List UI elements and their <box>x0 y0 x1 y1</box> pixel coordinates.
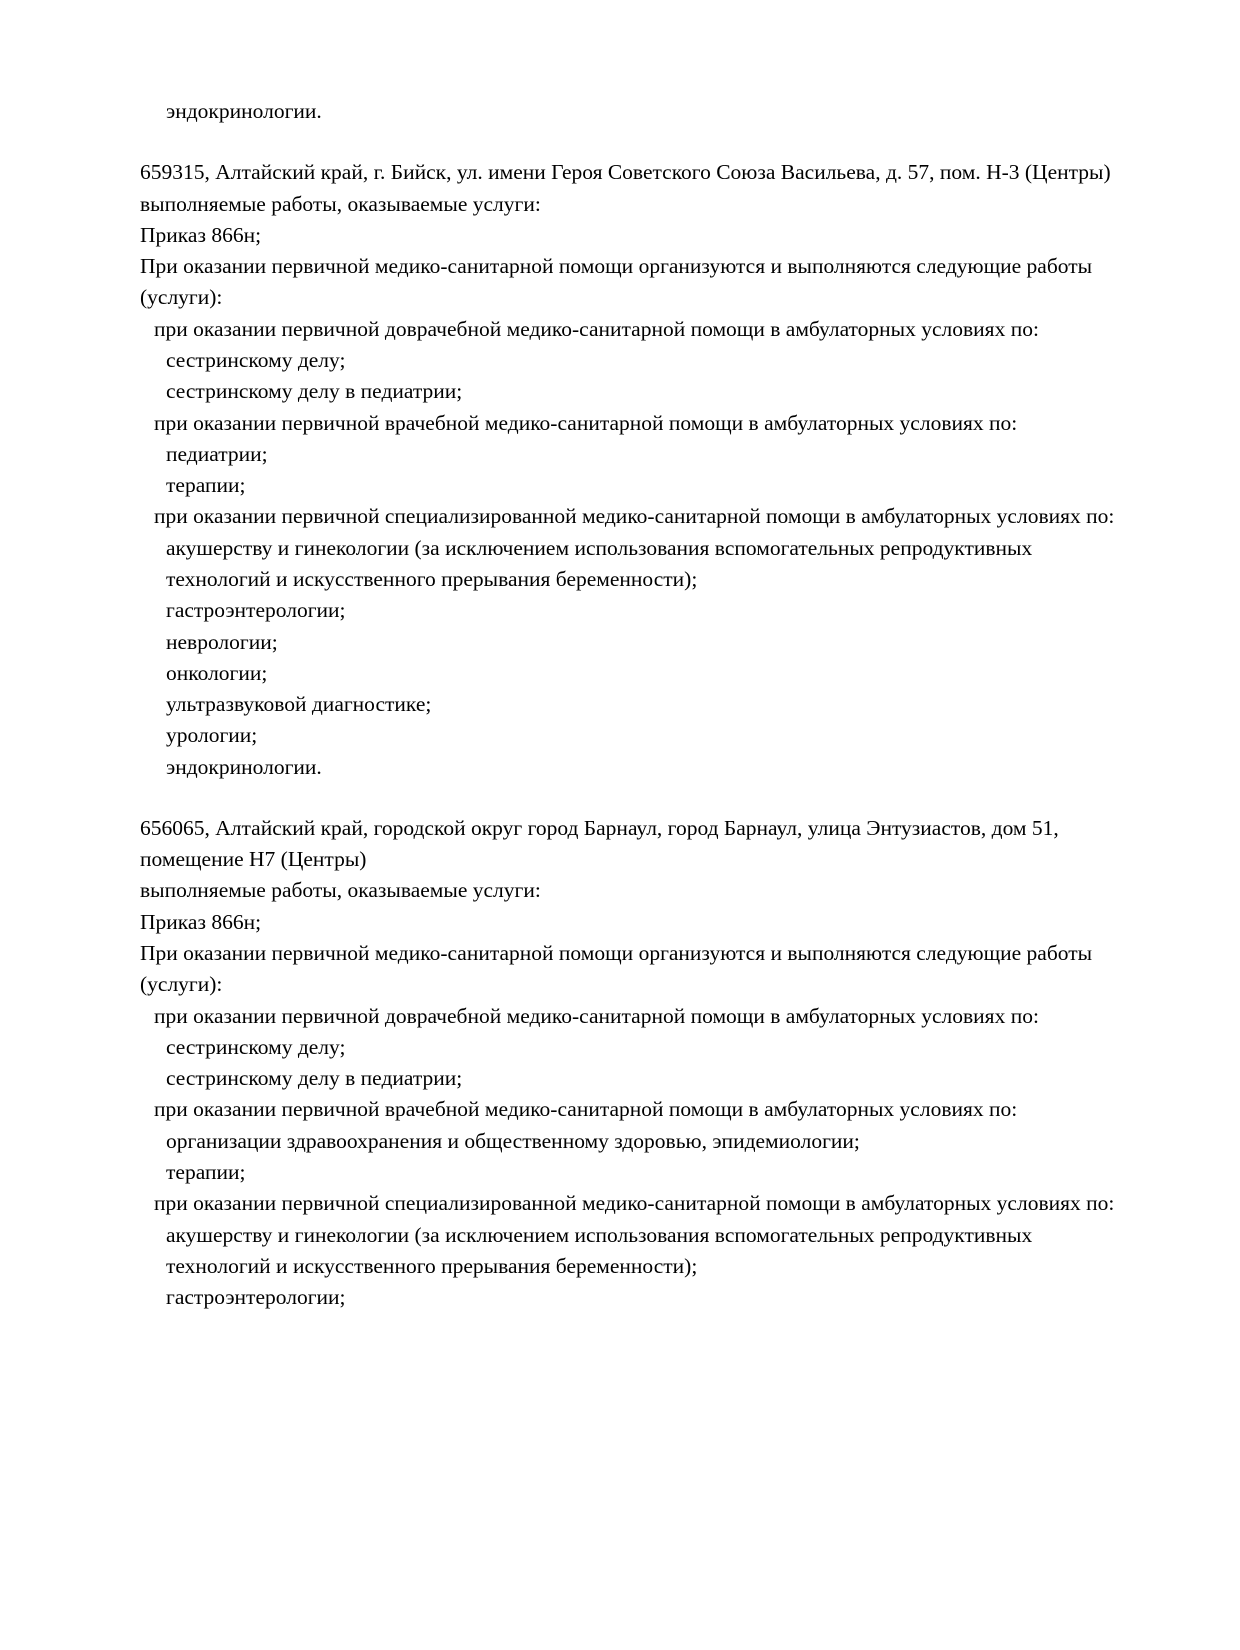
paragraph: при оказании первичной доврачебной медико-санитарной помощи в амбулаторных условиях по: <box>154 316 1039 341</box>
address-heading: 659315, Алтайский край, г. Бийск, ул. имени Героя Советского Союза Васильева, д. 57, пом. Н-3 (Центры) <box>140 160 1111 185</box>
block-spacer <box>140 783 1120 813</box>
list-item: терапии; <box>166 473 246 498</box>
text-block-address-biysk <box>140 157 1120 783</box>
paragraph: эндокринологии. <box>166 99 322 123</box>
list-item: ультразвуковой диагностике; <box>166 692 432 717</box>
paragraph: при оказании первичной врачебной медико-санитарной помощи в амбулаторных условиях по: <box>154 1097 1018 1122</box>
text-block-top-fragment <box>140 96 1120 127</box>
paragraph: Приказ 866н; <box>140 909 262 934</box>
block-spacer <box>140 127 1120 157</box>
list-item: сестринскому делу; <box>166 1034 346 1059</box>
paragraph: при оказании первичной доврачебной медико-санитарной помощи в амбулаторных условиях по: <box>154 1003 1039 1028</box>
text-block-address-barnaul <box>140 813 1120 1314</box>
paragraph: выполняемые работы, оказываемые услуги: <box>140 878 541 903</box>
list-item: сестринскому делу в педиатрии; <box>166 1066 463 1091</box>
paragraph: Приказ 866н; <box>140 222 262 247</box>
paragraph: При оказании первичной медико-санитарной помощи организуются и выполняются следующие работы (услуги): <box>140 941 1093 997</box>
paragraph: при оказании первичной специализированной медико-санитарной помощи в амбулаторных условиях по: <box>154 504 1115 529</box>
list-item: сестринскому делу в педиатрии; <box>166 379 463 404</box>
paragraph: При оказании первичной медико-санитарной помощи организуются и выполняются следующие работы (услуги): <box>140 254 1093 310</box>
list-item: терапии; <box>166 1160 246 1184</box>
address-heading: 656065, Алтайский край, городской округ город Барнаул, город Барнаул, улица Энтузиастов, дом 51, помещение Н7 (Центры) <box>140 815 1059 872</box>
list-item: гастроэнтерологии; <box>166 1285 346 1310</box>
list-item: онкологии; <box>166 660 268 685</box>
list-item: неврологии; <box>166 629 278 654</box>
list-item: организации здравоохранения и общественному здоровью, эпидемиологии; <box>166 1128 860 1153</box>
paragraph: при оказании первичной специализированной медико-санитарной помощи в амбулаторных условиях по: <box>154 1191 1115 1216</box>
list-item: урологии; <box>166 723 258 748</box>
paragraph: выполняемые работы, оказываемые услуги: <box>140 191 541 216</box>
list-item: акушерству и гинекологии (за исключением использования вспомогательных репродуктивных технологий и искусственного прерывания беременности); <box>166 1222 1033 1278</box>
list-item: акушерству и гинекологии (за исключением использования вспомогательных репродуктивных технологий и искусственного прерывания беременности); <box>166 535 1033 591</box>
list-item: эндокринологии. <box>166 754 322 779</box>
list-item: сестринскому делу; <box>166 347 346 372</box>
list-item: гастроэнтерологии; <box>166 598 346 623</box>
paragraph: при оказании первичной врачебной медико-санитарной помощи в амбулаторных условиях по: <box>154 410 1018 435</box>
list-item: педиатрии; <box>166 441 268 466</box>
document-body <box>140 96 1120 1313</box>
